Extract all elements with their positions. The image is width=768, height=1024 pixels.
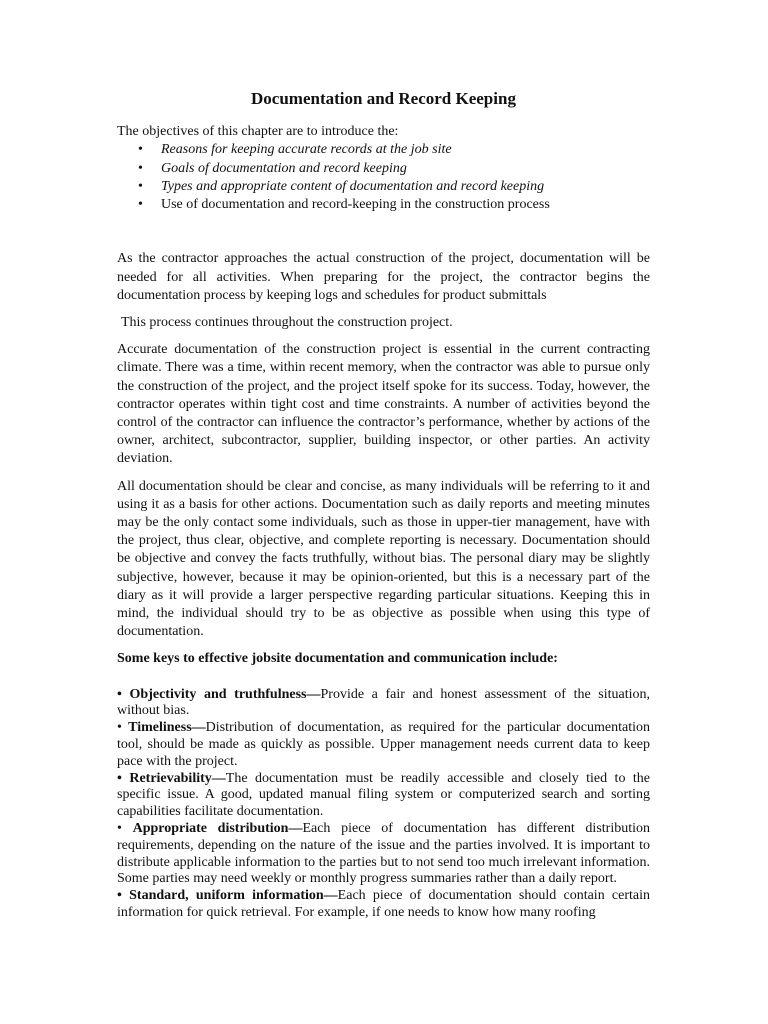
key-item-objectivity	[117, 687, 650, 721]
key-text: Distribution of documentation, as required for the particular documentation tool, should be made as quickly as possible. Upper management needs current data to keep pace with the project.	[117, 720, 650, 769]
paragraph-process: This process continues throughout the construction project.	[121, 315, 453, 330]
paragraph-contractor: As the contractor approaches the actual construction of the project, documentation will be needed for all activities. When preparing for the project, the contractor begins the documentation process by keeping logs and schedules for product submittals	[117, 251, 650, 303]
intro-text: The objectives of this chapter are to introduce the:	[117, 124, 399, 139]
key-term: Objectivity and truthfulness—	[129, 686, 321, 702]
list-item	[117, 178, 650, 196]
key-text: Each piece of documentation should contain certain information for quick retrieval. For example, if one needs to know how many roofing	[117, 888, 650, 921]
paragraph-accurate-documentation: Accurate documentation of the construction project is essential in the current contracting climate. There was a time, within recent memory, when the contractor was able to pursue only the construction of the project, and the project itself spoke for its success. Today, however, the contractor operates within tight cost and time constraints. A number of activities beyond the control of the contractor can influence the contractor’s performance, whether by actions of the owner, architect, subcontractor, supplier, building inspector, or other parties. An activity deviation.	[117, 342, 650, 467]
bullet-icon: •	[138, 197, 143, 213]
key-item-standard	[117, 888, 650, 922]
key-text: The documentation must be readily accessible and closely tied to the specific issue. A good, updated manual filing system or computerized search and sorting capabilities facilitate documentation.	[117, 770, 650, 820]
bullet-icon: •	[138, 160, 143, 176]
list-item	[117, 196, 650, 214]
bullet-icon: •	[117, 770, 122, 786]
list-item	[117, 141, 650, 159]
paragraph-clear-concise: All documentation should be clear and concise, as many individuals will be referring to it and using it as a basis for other actions. Documentation such as daily reports and meeting minutes may be the only contact some individuals, such as those in upper-tier management, have with the project, thus clear, objective, and complete reporting is necessary. Documentation should be objective and convey the facts truthfully, without bias. The personal diary may be slightly subjective, however, because it may be opinion-oriented, but this is a necessary part of the diary as it will provide a larger perspective regarding particular situations. Keeping this in mind, the individual should try to be as objective as possible when using this type of documentation.	[117, 478, 650, 640]
key-item-retrievability	[117, 771, 650, 821]
keys-heading: Some keys to effective jobsite documentation and communication include:	[117, 651, 558, 667]
key-term: Standard, uniform information—	[129, 888, 338, 904]
key-item-timeliness	[117, 720, 650, 770]
bullet-icon: •	[138, 178, 143, 194]
keys-list	[117, 687, 650, 923]
objectives-list	[117, 141, 650, 214]
objective-text: Goals of documentation and record keeping	[161, 160, 407, 176]
page-title: Documentation and Record Keeping	[251, 89, 516, 108]
document-body	[117, 88, 650, 922]
key-text: Provide a fair and honest assessment of the situation, without bias.	[117, 686, 650, 719]
key-term: Retrievability—	[129, 770, 226, 786]
key-item-distribution	[117, 821, 650, 888]
key-term: Timeliness—	[128, 720, 206, 736]
objective-text: Types and appropriate content of documentation and record keeping	[161, 178, 545, 194]
objective-text: Reasons for keeping accurate records at the job site	[161, 142, 452, 158]
bullet-icon: •	[117, 821, 122, 837]
list-item	[117, 160, 650, 178]
key-text: Each piece of documentation has different distribution requirements, depending on the nature of the issue and the parties involved. It is important to distribute applicable information to the parties but to not send too much irrelevant information. Some parties may need weekly or monthly progress summaries rather than a daily report.	[117, 821, 650, 887]
bullet-icon: •	[117, 720, 122, 736]
bullet-icon: •	[117, 686, 122, 702]
key-term: Appropriate distribution—	[132, 821, 303, 837]
bullet-icon: •	[138, 142, 143, 158]
key-item-clip	[117, 888, 650, 922]
objective-text: Use of documentation and record-keeping in the construction process	[161, 197, 550, 213]
bullet-icon: •	[117, 888, 122, 904]
